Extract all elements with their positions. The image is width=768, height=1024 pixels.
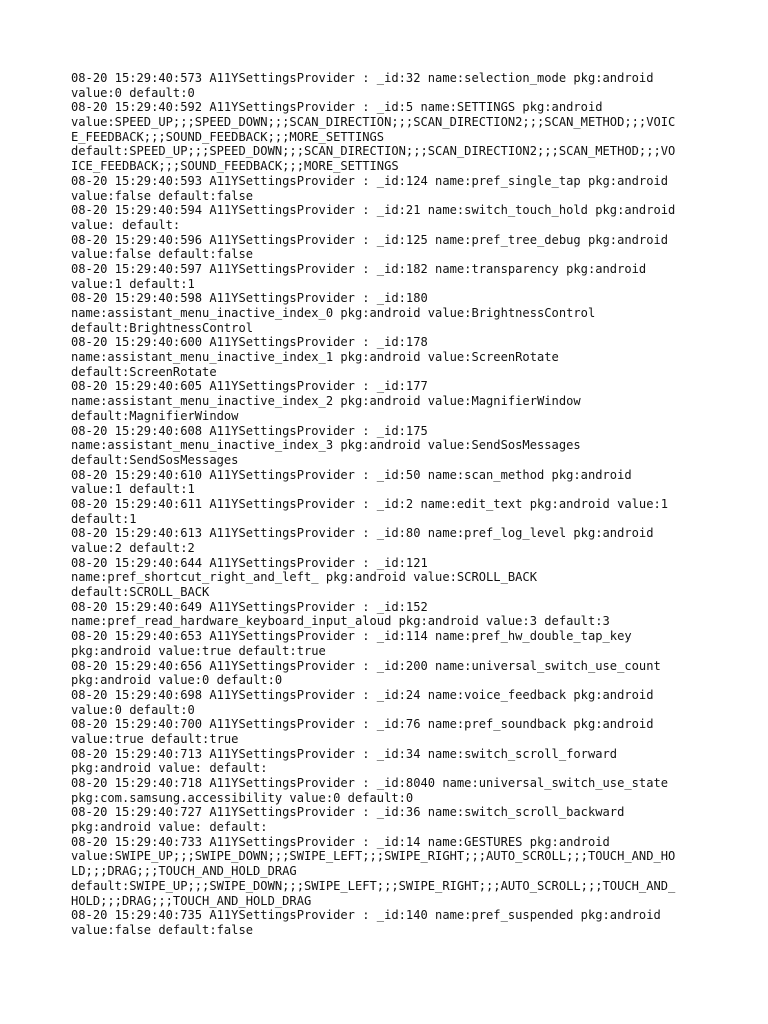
log-line: 08-20 15:29:40:608 A11YSettingsProvider : _id:175 [71,423,428,438]
log-line: value: default: [71,217,181,232]
log-line: pkg:android value:0 default:0 [71,673,283,688]
log-line: ICE_FEEDBACK;;;SOUND_FEEDBACK;;;MORE_SETTINGS [71,159,399,174]
log-line: name:assistant_menu_inactive_index_3 pkg:android value:SendSosMessages [71,438,581,453]
log-line: value:true default:true [71,731,239,746]
log-line: name:assistant_menu_inactive_index_1 pkg:android value:ScreenRotate [71,350,559,365]
log-line: pkg:android value: default: [71,820,268,835]
log-line: 08-20 15:29:40:727 A11YSettingsProvider : _id:36 name:switch_scroll_backward [71,805,625,820]
log-line: name:assistant_menu_inactive_index_0 pkg:android value:BrightnessControl [71,306,596,320]
log-line: default:SCROLL_BACK [71,585,210,600]
log-line: name:pref_shortcut_right_and_left_ pkg:android value:SCROLL_BACK [71,570,537,585]
log-line: value:SWIPE_UP;;;SWIPE_DOWN;;;SWIPE_LEFT;;;SWIPE_RIGHT;;;AUTO_SCROLL;;;TOUCH_AND_HO [71,849,676,864]
log-line: value:1 default:1 [71,482,195,497]
log-line: default:SendSosMessages [71,452,239,467]
log-line: default:SPEED_UP;;;SPEED_DOWN;;;SCAN_DIRECTION;;;SCAN_DIRECTION2;;;SCAN_METHOD;;;VO [71,144,676,159]
log-line: 08-20 15:29:40:698 A11YSettingsProvider : _id:24 name:voice_feedback pkg:android [71,687,654,702]
log-line: HOLD;;;DRAG;;;TOUCH_AND_HOLD_DRAG [71,893,312,908]
log-line: LD;;;DRAG;;;TOUCH_AND_HOLD_DRAG [71,864,297,879]
log-line: value:false default:false [71,247,254,262]
log-line: 08-20 15:29:40:713 A11YSettingsProvider : _id:34 name:switch_scroll_forward [71,746,618,761]
log-line: 08-20 15:29:40:613 A11YSettingsProvider : _id:80 name:pref_log_level pkg:android [71,526,654,541]
log-line: 08-20 15:29:40:598 A11YSettingsProvider : _id:180 [71,291,428,306]
log-line: 08-20 15:29:40:649 A11YSettingsProvider : _id:152 [71,599,428,614]
log-line: 08-20 15:29:40:700 A11YSettingsProvider : _id:76 name:pref_soundback pkg:android [71,717,654,732]
log-line: value:0 default:0 [71,702,195,717]
log-line: 08-20 15:29:40:592 A11YSettingsProvider : _id:5 name:SETTINGS pkg:android [71,100,603,115]
log-line: E_FEEDBACK;;;SOUND_FEEDBACK;;;MORE_SETTINGS [71,129,385,144]
log-line: 08-20 15:29:40:594 A11YSettingsProvider : _id:21 name:switch_touch_hold pkg:android [71,203,676,218]
log-line: value:0 default:0 [71,85,195,100]
log-line: 08-20 15:29:40:573 A11YSettingsProvider : _id:32 name:selection_mode pkg:android [71,71,654,85]
log-line: pkg:com.samsung.accessibility value:0 default:0 [71,790,414,805]
log-line: default:BrightnessControl [71,320,254,335]
log-line: default:SWIPE_UP;;;SWIPE_DOWN;;;SWIPE_LEFT;;;SWIPE_RIGHT;;;AUTO_SCROLL;;;TOUCH_AND_ [71,878,676,893]
log-line: 08-20 15:29:40:718 A11YSettingsProvider : _id:8040 name:universal_switch_use_state [71,776,669,790]
log-line: default:ScreenRotate [71,364,217,379]
log-line: 08-20 15:29:40:653 A11YSettingsProvider : _id:114 name:pref_hw_double_tap_key [71,629,632,644]
log-line: pkg:android value: default: [71,761,268,776]
log-line: name:assistant_menu_inactive_index_2 pkg:android value:MagnifierWindow [71,394,581,409]
log-line: pkg:android value:true default:true [71,643,326,658]
log-line: 08-20 15:29:40:610 A11YSettingsProvider : _id:50 name:scan_method pkg:android [71,467,632,482]
log-line: value:1 default:1 [71,276,195,291]
log-line: 08-20 15:29:40:605 A11YSettingsProvider : _id:177 [71,379,428,394]
log-line: name:pref_read_hardware_keyboard_input_aloud pkg:android value:3 default:3 [71,614,610,629]
log-line: value:2 default:2 [71,541,195,555]
log-line: 08-20 15:29:40:733 A11YSettingsProvider : _id:14 name:GESTURES pkg:android [71,834,610,849]
log-line: default:MagnifierWindow [71,408,239,423]
log-line: value:SPEED_UP;;;SPEED_DOWN;;;SCAN_DIRECTION;;;SCAN_DIRECTION2;;;SCAN_METHOD;;;VOIC [71,115,676,130]
log-line: 08-20 15:29:40:596 A11YSettingsProvider : _id:125 name:pref_tree_debug pkg:android [71,232,669,247]
log-line: value:false default:false [71,922,254,937]
log-line: 08-20 15:29:40:644 A11YSettingsProvider : _id:121 [71,555,428,570]
log-line: value:false default:false [71,188,254,203]
log-line: 08-20 15:29:40:656 A11YSettingsProvider : _id:200 name:universal_switch_use_count [71,658,661,673]
log-line: 08-20 15:29:40:735 A11YSettingsProvider : _id:140 name:pref_suspended pkg:android [71,908,661,923]
log-line: 08-20 15:29:40:593 A11YSettingsProvider : _id:124 name:pref_single_tap pkg:android [71,173,669,188]
log-text-block [71,71,711,938]
log-line: 08-20 15:29:40:597 A11YSettingsProvider : _id:182 name:transparency pkg:android [71,261,647,276]
log-line: 08-20 15:29:40:611 A11YSettingsProvider : _id:2 name:edit_text pkg:android value:1 [71,496,669,511]
log-line: default:1 [71,511,137,526]
log-line: 08-20 15:29:40:600 A11YSettingsProvider : _id:178 [71,335,428,350]
